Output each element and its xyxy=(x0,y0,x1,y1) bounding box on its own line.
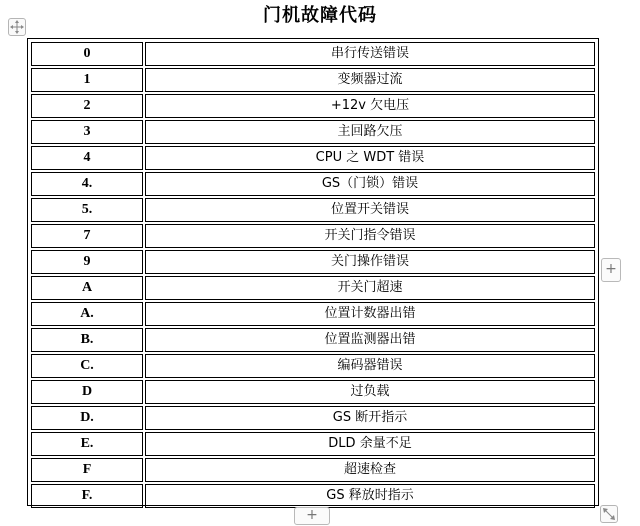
table-row xyxy=(31,328,595,352)
fault-code-cell[interactable]: 2 xyxy=(31,94,143,118)
fault-code-cell[interactable]: A xyxy=(31,276,143,300)
fault-description-cell[interactable]: +12v 欠电压 xyxy=(145,94,595,118)
page-title: 门机故障代码 xyxy=(263,5,377,26)
fault-code-cell[interactable]: 7 xyxy=(31,224,143,248)
fault-description-cell[interactable]: 过负载 xyxy=(145,380,595,404)
fault-code-table-body xyxy=(31,42,595,508)
fault-description-cell[interactable]: GS（门锁）错误 xyxy=(145,172,595,196)
fault-description-cell[interactable]: 位置监测器出错 xyxy=(145,328,595,352)
fault-code-cell[interactable]: B. xyxy=(31,328,143,352)
fault-description-cell[interactable]: 开关门超速 xyxy=(145,276,595,300)
fault-code-cell[interactable]: E. xyxy=(31,432,143,456)
fault-description-cell[interactable]: 串行传送错误 xyxy=(145,42,595,66)
fault-code-cell[interactable]: 9 xyxy=(31,250,143,274)
move-arrows-icon xyxy=(9,19,25,35)
fault-description-cell[interactable]: 位置开关错误 xyxy=(145,198,595,222)
fault-description-cell[interactable]: 编码器错误 xyxy=(145,354,595,378)
resize-arrows-icon xyxy=(601,506,617,522)
fault-code-cell[interactable]: 3 xyxy=(31,120,143,144)
table-row xyxy=(31,146,595,170)
fault-code-cell[interactable]: 1 xyxy=(31,68,143,92)
fault-description-cell[interactable]: 位置计数器出错 xyxy=(145,302,595,326)
table-row xyxy=(31,172,595,196)
fault-description-cell[interactable]: 变频器过流 xyxy=(145,68,595,92)
table-row xyxy=(31,224,595,248)
table-row xyxy=(31,198,595,222)
table-row xyxy=(31,276,595,300)
fault-description-cell[interactable]: CPU 之 WDT 错误 xyxy=(145,146,595,170)
table-row xyxy=(31,42,595,66)
table-resize-handle[interactable] xyxy=(600,505,618,523)
add-row-button[interactable]: + xyxy=(294,507,330,525)
table-row xyxy=(31,484,595,508)
fault-description-cell[interactable]: GS 释放时指示 xyxy=(145,484,595,508)
fault-code-cell[interactable]: D. xyxy=(31,406,143,430)
fault-code-cell[interactable]: 5. xyxy=(31,198,143,222)
table-row xyxy=(31,250,595,274)
table-row xyxy=(31,120,595,144)
fault-code-cell[interactable]: A. xyxy=(31,302,143,326)
table-row xyxy=(31,458,595,482)
fault-code-cell[interactable]: F. xyxy=(31,484,143,508)
fault-code-table xyxy=(27,38,599,506)
table-row xyxy=(31,302,595,326)
fault-description-cell[interactable]: GS 断开指示 xyxy=(145,406,595,430)
table-move-handle[interactable] xyxy=(8,18,26,36)
table-row xyxy=(31,432,595,456)
fault-description-cell[interactable]: DLD 余量不足 xyxy=(145,432,595,456)
table-row xyxy=(31,380,595,404)
table-row xyxy=(31,94,595,118)
fault-code-cell[interactable]: 4. xyxy=(31,172,143,196)
fault-description-cell[interactable]: 超速检查 xyxy=(145,458,595,482)
fault-code-cell[interactable]: F xyxy=(31,458,143,482)
fault-description-cell[interactable]: 主回路欠压 xyxy=(145,120,595,144)
add-column-button[interactable]: + xyxy=(601,258,621,282)
fault-code-cell[interactable]: C. xyxy=(31,354,143,378)
table-row xyxy=(31,68,595,92)
fault-description-cell[interactable]: 关门操作错误 xyxy=(145,250,595,274)
table-row xyxy=(31,406,595,430)
fault-code-cell[interactable]: 4 xyxy=(31,146,143,170)
fault-code-cell[interactable]: 0 xyxy=(31,42,143,66)
fault-description-cell[interactable]: 开关门指令错误 xyxy=(145,224,595,248)
table-row xyxy=(31,354,595,378)
fault-code-cell[interactable]: D xyxy=(31,380,143,404)
